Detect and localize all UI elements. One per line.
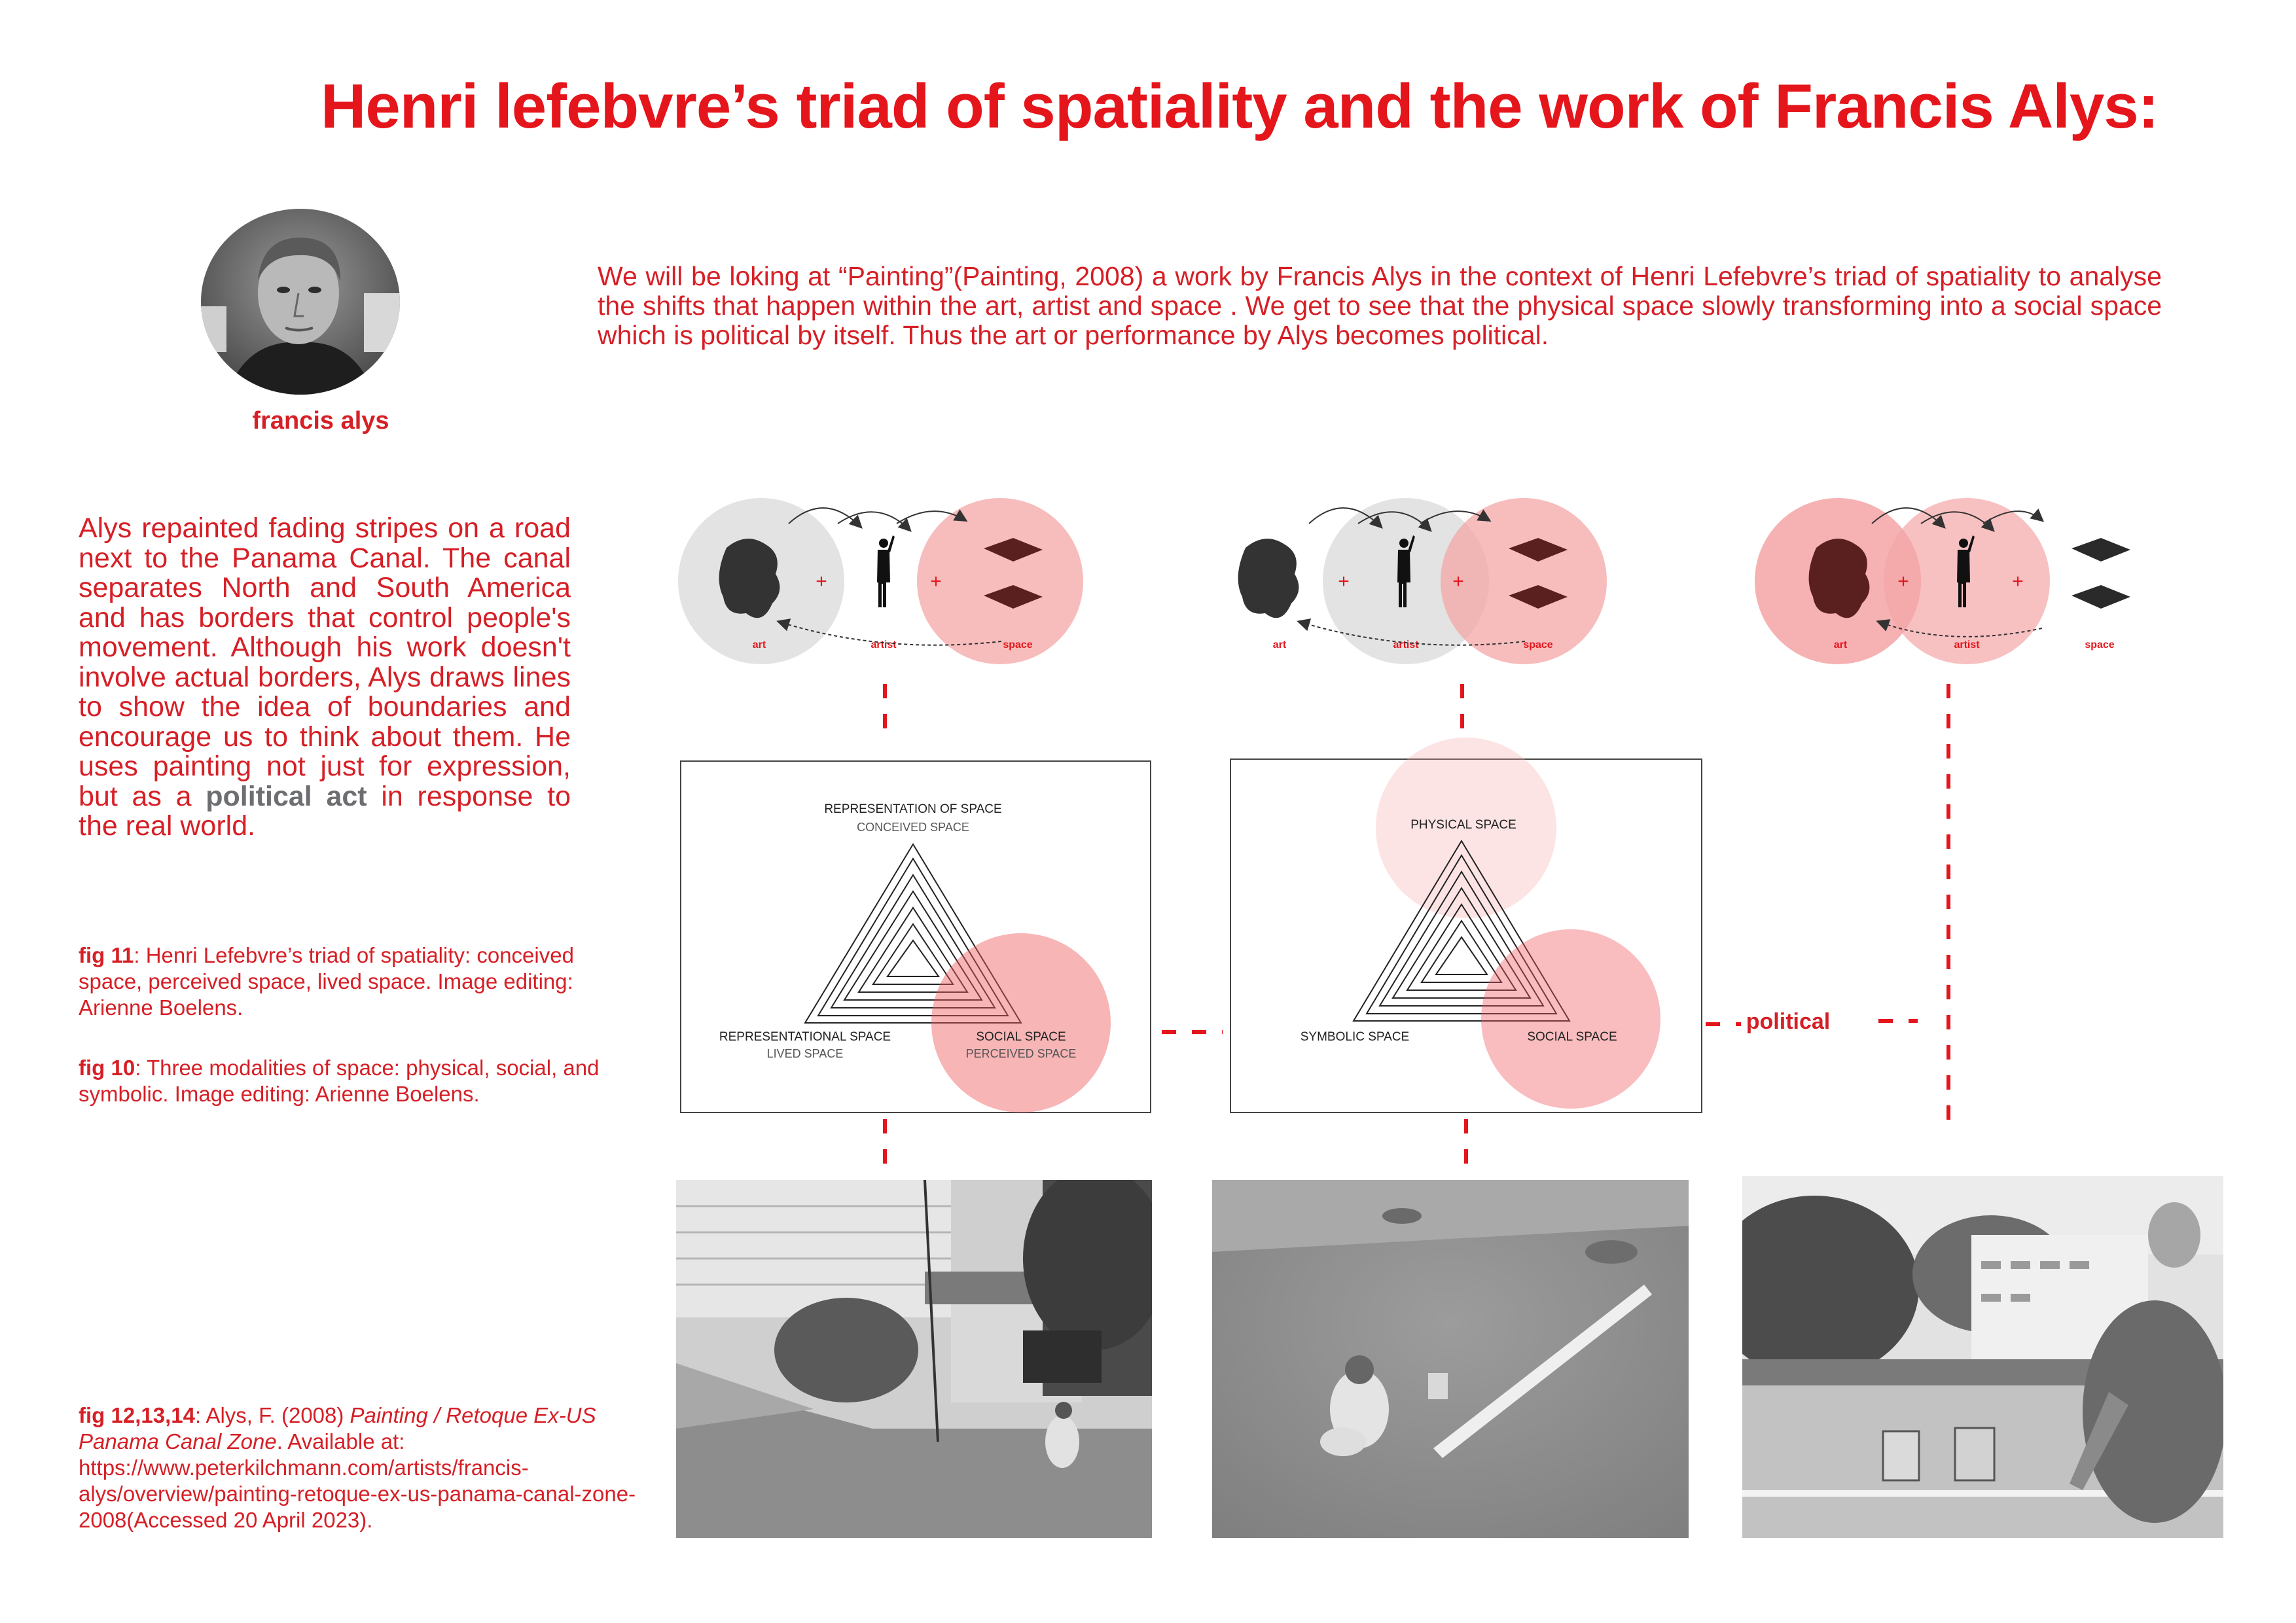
intro-paragraph: We will be loking at “Painting”(Painting, 2008) a work by Francis Alys in the context of Henri Lefebvre’s triad of spatiality to analyse the shifts that happen within the art, artist and space . We get to see that the physical space slowly transforming into a social space which is political by itself. Thus the art or performance by Alys becomes political. [598, 261, 2162, 350]
description-text-end: in response to the real world. [79, 780, 571, 842]
description-text: Alys repainted fading stripes on a road next to the Panama Canal. The canal separates North and South America and has borders that control people's movement. Although his work doesn't involve actual borders, Alys draws lines to show the idea of boundaries and encourage us to think about them. He uses painting not just for expression, but as a [79, 512, 571, 812]
diagram1-right-label: SOCIAL SPACE [976, 1030, 1066, 1044]
photo-street-painting-3 [1742, 1176, 2223, 1538]
art-blob-icon [719, 539, 780, 618]
triad-group-2 [1238, 498, 1607, 664]
artist-label: artist [1393, 639, 1419, 651]
caption-fig12-text-a: : Alys, F. (2008) [194, 1403, 350, 1427]
plus-sign: + [2012, 571, 2024, 592]
triad-group-1 [678, 498, 1083, 664]
diagram2-top-label: PHYSICAL SPACE [1410, 818, 1516, 832]
caption-fig12-label: fig 12,13,14 [79, 1403, 195, 1427]
plus-sign: + [1338, 571, 1350, 592]
artist-label: artist [870, 639, 897, 651]
diagram2-left-label: SYMBOLIC SPACE [1300, 1030, 1410, 1044]
space-square-icon [2072, 538, 2130, 562]
plus-sign: + [930, 571, 942, 592]
plus-sign: + [1452, 571, 1464, 592]
triad-group-3 [1755, 498, 2130, 664]
plus-sign: + [1897, 571, 1909, 592]
space-square-icon [2072, 585, 2130, 609]
caption-fig11-label: fig 11 [79, 943, 134, 967]
photo-street-painting-2 [1212, 1180, 1689, 1538]
diagram1-top-sub: CONCEIVED SPACE [857, 821, 969, 834]
space-label: space [2085, 639, 2115, 651]
caption-fig10-text: : Three modalities of space: physical, social, and symbolic. Image editing: Arienne Boelens. [79, 1056, 600, 1106]
caption-fig11-text: : Henri Lefebvre’s triad of spatiality: conceived space, perceived space, lived space. Image editing: Arienne Boelens. [79, 943, 574, 1020]
diagram1-left-label: REPRESENTATIONAL SPACE [719, 1030, 891, 1044]
caption-fig12-text-b: . Available at: https://www.peterkilchmann.com/artists/francis-alys/overview/painting-retoque-ex-us-panama-canal-zone-2008(Accessed 20 April 2023). [79, 1429, 636, 1532]
art-label: art [1272, 639, 1287, 651]
art-label: art [1833, 639, 1848, 651]
diagram1-right-sub: PERCEIVED SPACE [965, 1047, 1077, 1060]
page-title: Henri lefebvre’s triad of spatiality and the work of Francis Alys: [321, 71, 2159, 141]
artist-label: artist [1954, 639, 1980, 651]
photo-street-painting-1 [676, 1180, 1152, 1538]
portrait-name: francis alys [252, 407, 389, 435]
space-circle [917, 498, 1083, 664]
lefebvre-triad-box [681, 761, 1151, 1113]
political-act-highlight: political act [206, 780, 367, 812]
art-label: art [752, 639, 766, 651]
art-blob-icon [1238, 539, 1299, 618]
art-blob-icon [1809, 539, 1870, 618]
space-label: space [1523, 639, 1553, 651]
caption-fig12-title: Painting / Retoque Ex-US Panama Canal Zone [79, 1403, 596, 1454]
space-label: space [1003, 639, 1033, 651]
modalities-box [1230, 738, 1702, 1113]
diagram1-top-label: REPRESENTATION OF SPACE [824, 802, 1002, 816]
diagram2-right-label: SOCIAL SPACE [1527, 1030, 1617, 1044]
diagram1-left-sub: LIVED SPACE [766, 1047, 844, 1060]
caption-fig10-label: fig 10 [79, 1056, 135, 1080]
social-space-circle [1481, 929, 1660, 1109]
artist-figure-icon [877, 535, 895, 607]
social-space-circle [931, 933, 1111, 1113]
political-label: political [1746, 1009, 1831, 1034]
plus-sign: + [816, 571, 827, 592]
